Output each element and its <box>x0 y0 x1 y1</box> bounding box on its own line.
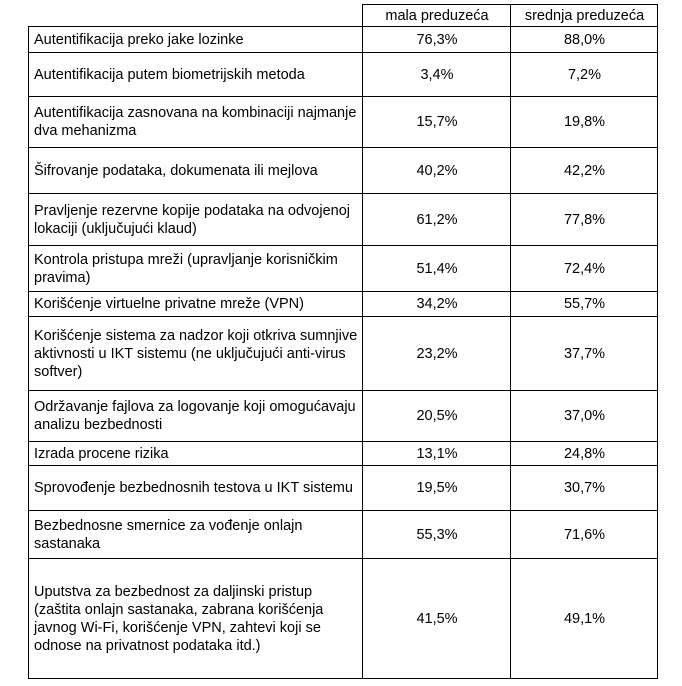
row-label: Pravljenje rezervne kopije podataka na odvojenoj lokaciji (uključujući klaud) <box>29 194 363 246</box>
row-label: Korišćenje sistema za nadzor koji otkriva sumnjive aktivnosti u IKT sistemu (ne uključujući anti-virus softver) <box>29 317 363 391</box>
small-value: 15,7% <box>363 97 511 148</box>
medium-value: 24,8% <box>511 442 658 466</box>
small-value: 55,3% <box>363 511 511 559</box>
table-row <box>29 559 658 679</box>
table-row <box>29 292 658 317</box>
medium-value: 19,8% <box>511 97 658 148</box>
small-value: 19,5% <box>363 466 511 511</box>
table-row <box>29 442 658 466</box>
medium-value: 55,7% <box>511 292 658 317</box>
medium-value: 7,2% <box>511 53 658 97</box>
table-row <box>29 97 658 148</box>
medium-value: 30,7% <box>511 466 658 511</box>
table-row <box>29 511 658 559</box>
security-measures-table-container <box>28 4 658 679</box>
medium-value: 88,0% <box>511 27 658 53</box>
row-label: Bezbednosne smernice za vođenje onlajn sastanaka <box>29 511 363 559</box>
table-row <box>29 148 658 194</box>
row-label: Uputstva za bezbednost za daljinski pristup (zaštita onlajn sastanaka, zabrana korišćenja javnog Wi-Fi, korišćenje VPN, zahtevi koji se odnose na privatnost podataka itd.) <box>29 559 363 679</box>
header-small-enterprises: mala preduzeća <box>363 5 511 27</box>
row-label: Kontrola pristupa mreži (upravljanje korisničkim pravima) <box>29 246 363 292</box>
small-value: 41,5% <box>363 559 511 679</box>
small-value: 23,2% <box>363 317 511 391</box>
row-label: Autentifikacija zasnovana na kombinaciji najmanje dva mehanizma <box>29 97 363 148</box>
medium-value: 49,1% <box>511 559 658 679</box>
small-value: 40,2% <box>363 148 511 194</box>
row-label: Održavanje fajlova za logovanje koji omogućavaju analizu bezbednosti <box>29 391 363 442</box>
small-value: 61,2% <box>363 194 511 246</box>
table-row <box>29 53 658 97</box>
small-value: 34,2% <box>363 292 511 317</box>
small-value: 3,4% <box>363 53 511 97</box>
medium-value: 37,0% <box>511 391 658 442</box>
medium-value: 71,6% <box>511 511 658 559</box>
row-label: Izrada procene rizika <box>29 442 363 466</box>
header-medium-enterprises: srednja preduzeća <box>511 5 658 27</box>
row-label: Autentifikacija putem biometrijskih metoda <box>29 53 363 97</box>
small-value: 51,4% <box>363 246 511 292</box>
security-measures-table <box>28 4 658 679</box>
medium-value: 77,8% <box>511 194 658 246</box>
header-empty-cell <box>29 5 363 27</box>
row-label: Autentifikacija preko jake lozinke <box>29 27 363 53</box>
table-row <box>29 194 658 246</box>
table-row <box>29 27 658 53</box>
table-row <box>29 246 658 292</box>
table-row <box>29 391 658 442</box>
medium-value: 37,7% <box>511 317 658 391</box>
small-value: 76,3% <box>363 27 511 53</box>
small-value: 13,1% <box>363 442 511 466</box>
header-row <box>29 5 658 27</box>
row-label: Sprovođenje bezbednosnih testova u IKT sistemu <box>29 466 363 511</box>
medium-value: 42,2% <box>511 148 658 194</box>
small-value: 20,5% <box>363 391 511 442</box>
table-row <box>29 466 658 511</box>
row-label: Korišćenje virtuelne privatne mreže (VPN) <box>29 292 363 317</box>
row-label: Šifrovanje podataka, dokumenata ili mejlova <box>29 148 363 194</box>
table-row <box>29 317 658 391</box>
medium-value: 72,4% <box>511 246 658 292</box>
